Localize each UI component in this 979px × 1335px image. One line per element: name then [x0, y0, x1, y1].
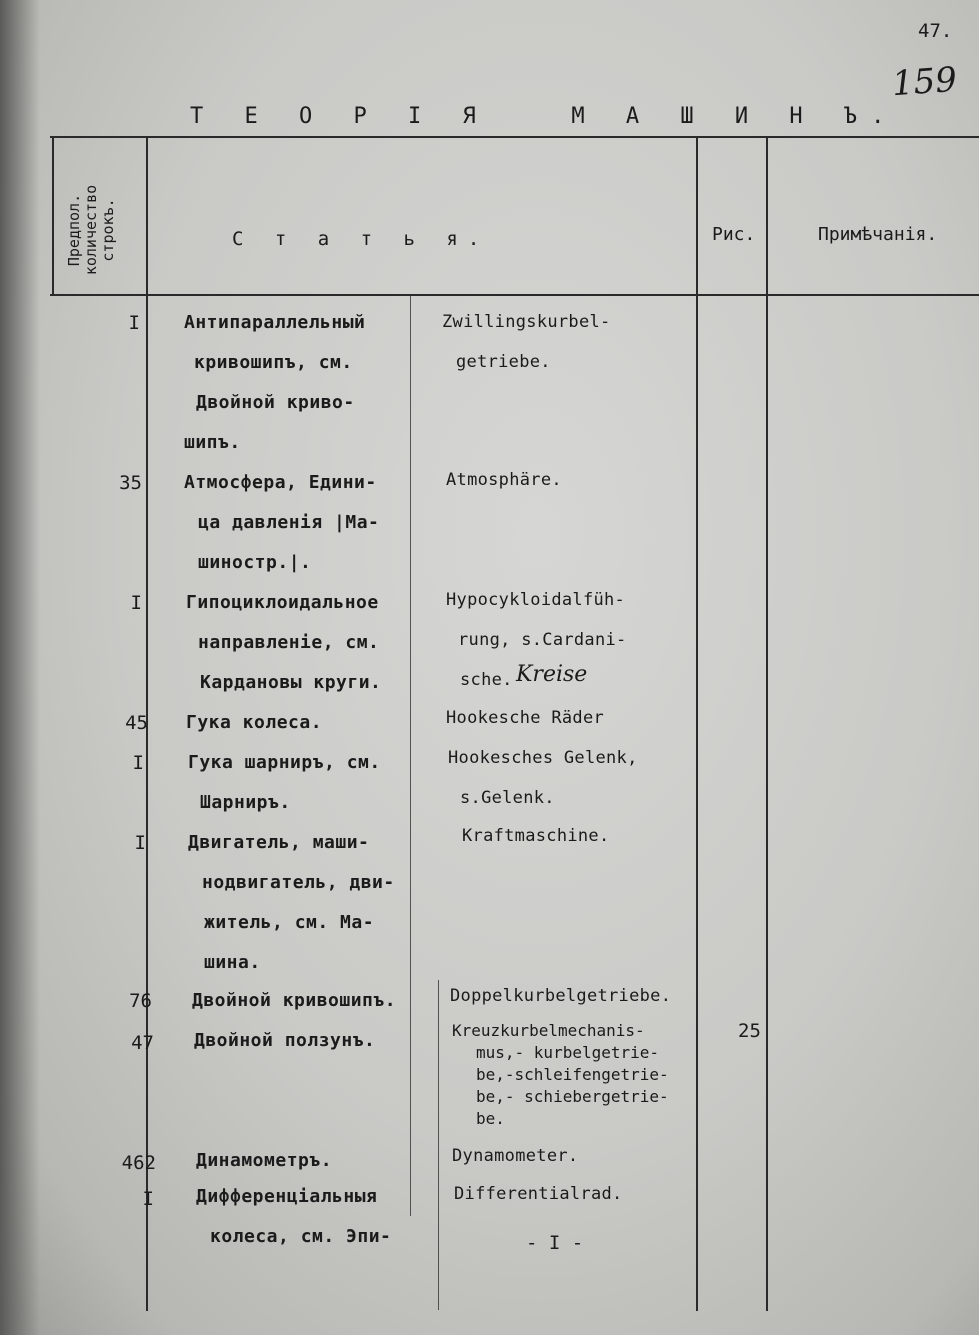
header-article: С т а т ь я.: [232, 228, 490, 250]
header-count-line1: Предпол.: [65, 193, 83, 267]
entry-russian-line: колеса, см. Эпи-: [210, 1226, 392, 1247]
entry-russian-line: Динамометръ.: [196, 1150, 333, 1171]
archive-number-handwritten: 159: [890, 59, 959, 105]
entry-count: 76: [129, 990, 152, 1012]
entry-german-line: mus,- kurbelgetrie-: [476, 1043, 660, 1062]
page-number: 47.: [918, 20, 953, 42]
figure-number: 25: [738, 1020, 761, 1042]
entry-russian-line: Кардановы круги.: [200, 672, 382, 693]
entry-count: 462: [121, 1152, 156, 1174]
entry-german-line: be.: [476, 1109, 505, 1128]
entry-count: I: [132, 752, 144, 774]
entry-german-line: rung, s.Cardani-: [458, 630, 627, 650]
entry-russian-line: нодвигатель, дви-: [202, 872, 395, 893]
entry-german-line: getriebe.: [456, 352, 551, 372]
entry-german-line: Hookesches Gelenk,: [448, 748, 638, 768]
entry-german-line: be,- schiebergetrie-: [476, 1087, 669, 1106]
entry-german-line: be,-schleifengetrie-: [476, 1065, 669, 1084]
entry-russian-line: Гука колеса.: [186, 712, 323, 733]
entry-german-line: sche.: [460, 670, 513, 690]
header-line-count: [66, 160, 136, 300]
entry-german-line: Hypocykloidalfüh-: [446, 590, 626, 610]
entry-german-line: Differentialrad.: [454, 1184, 623, 1204]
entry-russian-line: Двойной криво-: [196, 392, 355, 413]
header-figure: Рис.: [712, 224, 756, 245]
entry-count: 45: [125, 712, 148, 734]
column-line-article: [438, 980, 439, 1310]
entry-russian-line: направленіе, см.: [198, 632, 380, 653]
entry-count: 47: [131, 1032, 154, 1054]
entry-russian-line: шиностр.|.: [198, 552, 312, 573]
entry-russian-line: Гипоциклоидальное: [186, 592, 379, 613]
column-line-left: [52, 136, 54, 296]
handwritten-correction: Kreise: [516, 662, 588, 687]
entry-russian-line: ца давленія |Ма-: [198, 512, 380, 533]
entry-count: I: [134, 832, 146, 854]
entry-count: I: [128, 312, 140, 334]
column-line-lang: [410, 296, 411, 1216]
entry-russian-line: Гука шарниръ, см.: [188, 752, 381, 773]
entry-german-line: Doppelkurbelgetriebe.: [450, 986, 672, 1006]
entry-russian-line: Двойной кривошипъ.: [192, 990, 397, 1011]
entry-german-line: s.Gelenk.: [460, 788, 555, 808]
entry-russian-line: Двойной ползунъ.: [194, 1030, 376, 1051]
entry-russian-line: Атмосфера, Едини-: [184, 472, 377, 493]
entry-count: I: [130, 592, 142, 614]
entry-russian-line: шипъ.: [184, 432, 241, 453]
header-count-line2: количество: [82, 184, 100, 276]
entry-count: 35: [119, 472, 142, 494]
entry-german-line: Zwillingskurbel-: [442, 312, 611, 332]
header-count-line3: строкъ.: [99, 198, 117, 262]
column-line-figure-left: [696, 136, 698, 1311]
entry-german-line: Dynamometer.: [452, 1146, 579, 1166]
footer-page-marker: - I -: [526, 1232, 584, 1254]
document-title: Т Е О Р І Я М А Ш И Н Ъ.: [190, 104, 899, 129]
entry-russian-line: Антипараллельный: [184, 312, 366, 333]
column-line-figure-right: [766, 136, 768, 1311]
entry-russian-line: житель, см. Ма-: [204, 912, 375, 933]
entry-german-line: Hookesche Räder: [446, 708, 605, 728]
entry-russian-line: кривошипъ, см.: [194, 352, 353, 373]
entry-russian-line: Двигатель, маши-: [188, 832, 370, 853]
header-notes: Примѣчанія.: [818, 224, 938, 245]
entry-russian-line: Шарниръ.: [200, 792, 291, 813]
entry-russian-line: Дифференціальныя: [196, 1186, 378, 1207]
entry-german-line: Atmosphäre.: [446, 470, 562, 490]
entry-german-line: Kreuzkurbelmechanis-: [452, 1021, 645, 1040]
entry-german-line: Kraftmaschine.: [462, 826, 610, 846]
entry-russian-line: шина.: [204, 952, 261, 973]
scan-shadow-edge: [0, 0, 40, 1335]
table-header-rule: [50, 294, 979, 296]
entry-count: I: [142, 1188, 154, 1210]
table-top-rule: [50, 136, 979, 138]
